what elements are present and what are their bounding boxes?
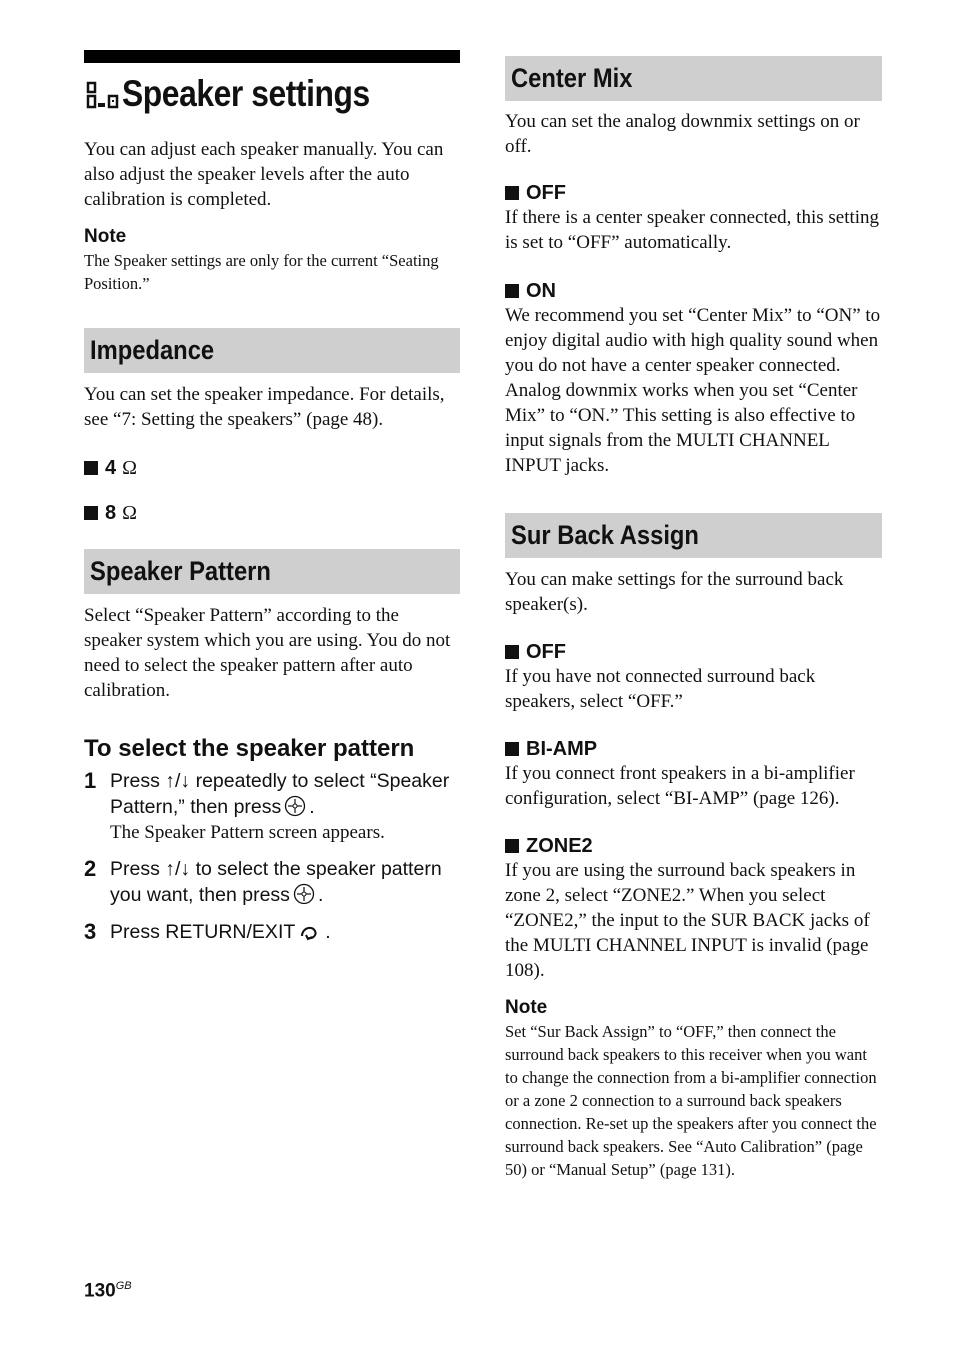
bullet-square-icon bbox=[84, 461, 98, 475]
step-2-period: . bbox=[317, 884, 324, 906]
step-number: 3 bbox=[84, 919, 97, 944]
center-mix-on-label: ON bbox=[526, 280, 556, 302]
speaker-settings-icon bbox=[84, 76, 120, 112]
sur-back-off-label: OFF bbox=[526, 641, 566, 663]
impedance-option-4-value: 4 bbox=[105, 457, 117, 479]
sur-back-zone2-text: If you are using the surround back speakers in zone 2, select “ZONE2.” When you select “ZONE2,” the input to the SUR BACK jacks of the MULTI CHANNEL INPUT is invalid (page 108). bbox=[505, 860, 870, 981]
center-mix-on-heading bbox=[505, 279, 882, 303]
step-number: 1 bbox=[84, 768, 97, 793]
enter-button-icon bbox=[284, 795, 306, 817]
intro-text: You can adjust each speaker manually. You can also adjust the speaker levels after the auto calibration is completed. bbox=[84, 139, 444, 210]
note-text: The Speaker settings are only for the current “Seating Position.” bbox=[84, 251, 439, 293]
step-1-period: . bbox=[309, 796, 315, 818]
impedance-option-8 bbox=[84, 501, 460, 525]
speaker-pattern-heading bbox=[84, 549, 460, 594]
page-number-suffix: GB bbox=[115, 1280, 132, 1292]
sur-back-heading-text: Sur Back Assign bbox=[511, 520, 699, 550]
speaker-pattern-text: Select “Speaker Pattern” according to the speaker system which you are using. You do not need to select the speaker pattern after auto calibration. bbox=[84, 605, 451, 701]
left-column bbox=[84, 50, 460, 945]
sur-back-off-text: If you have not connected surround back speakers, select “OFF.” bbox=[505, 666, 816, 712]
step-3 bbox=[84, 919, 460, 945]
ohm-unit: Ω bbox=[122, 502, 137, 524]
step-2-text bbox=[110, 856, 460, 908]
note-heading: Note bbox=[84, 226, 127, 247]
center-mix-off-heading bbox=[505, 181, 882, 205]
center-mix-heading-text: Center Mix bbox=[511, 63, 633, 93]
impedance-option-8-value: 8 bbox=[105, 502, 117, 524]
bullet-square-icon bbox=[84, 506, 98, 520]
title-rule bbox=[84, 50, 460, 63]
step-3-period: . bbox=[325, 921, 331, 943]
ohm-unit: Ω bbox=[122, 457, 137, 479]
step-3-instruction: Press RETURN/EXIT bbox=[110, 921, 296, 943]
center-mix-heading bbox=[505, 56, 882, 101]
page-title bbox=[84, 69, 460, 119]
sur-back-text: You can make settings for the surround back speaker(s). bbox=[505, 569, 844, 615]
sur-back-note-text: Set “Sur Back Assign” to “OFF,” then connect the surround back speakers to this receiver when you want to change the connection from a bi-amplifier connection or a zone 2 connection to a surround back speakers connection. Re-set up the speakers after you connect the surround back speakers. See “Auto Calibration” (page 50) or “Manual Setup” (page 131). bbox=[505, 1022, 877, 1179]
sur-back-biamp-label: BI-AMP bbox=[526, 738, 598, 760]
impedance-heading bbox=[84, 328, 460, 373]
center-mix-off-label: OFF bbox=[526, 182, 566, 204]
center-mix-off-text: If there is a center speaker connected, this setting is set to “OFF” automatically. bbox=[505, 207, 880, 253]
page-title-text: Speaker settings bbox=[122, 73, 370, 114]
impedance-heading-text: Impedance bbox=[90, 335, 215, 365]
step-number: 2 bbox=[84, 856, 97, 881]
speaker-pattern-heading-text: Speaker Pattern bbox=[90, 556, 271, 586]
step-1-text bbox=[110, 768, 460, 820]
return-icon bbox=[298, 922, 322, 942]
sur-back-biamp-heading bbox=[505, 737, 882, 761]
center-mix-text: You can set the analog downmix settings on or off. bbox=[505, 111, 860, 157]
step-3-text bbox=[110, 919, 460, 945]
bullet-square-icon bbox=[505, 284, 519, 298]
page-number bbox=[84, 1280, 132, 1302]
enter-button-icon bbox=[293, 883, 315, 905]
impedance-text: You can set the speaker impedance. For details, see “7: Setting the speakers” (page 48). bbox=[84, 384, 445, 430]
right-column bbox=[505, 56, 882, 1181]
step-1-instruction: Press ↑/↓ repeatedly to select “Speaker Pattern,” then press bbox=[110, 770, 450, 818]
sur-back-biamp-text: If you connect front speakers in a bi-amplifier configuration, select “BI-AMP” (page 126). bbox=[505, 763, 855, 809]
sur-back-note-heading: Note bbox=[505, 997, 548, 1018]
bullet-square-icon bbox=[505, 742, 519, 756]
center-mix-on-text: We recommend you set “Center Mix” to “ON” to enjoy digital audio with high quality sound when you do not have a center speaker connected. Analog downmix works when you set “Center Mix” to “ON.” This setting is also effective to input signals from the MULTI CHANNEL INPUT jacks. bbox=[505, 305, 881, 476]
bullet-square-icon bbox=[505, 645, 519, 659]
step-2 bbox=[84, 856, 460, 908]
sur-back-heading bbox=[505, 513, 882, 558]
sur-back-off-heading bbox=[505, 640, 882, 664]
procedure-heading: To select the speaker pattern bbox=[84, 735, 415, 762]
step-1-result: The Speaker Pattern screen appears. bbox=[110, 822, 385, 843]
sur-back-zone2-heading bbox=[505, 834, 882, 858]
page-number-value: 130 bbox=[84, 1280, 116, 1302]
bullet-square-icon bbox=[505, 839, 519, 853]
sur-back-zone2-label: ZONE2 bbox=[526, 835, 593, 857]
impedance-option-4 bbox=[84, 456, 460, 480]
step-2-instruction: Press ↑/↓ to select the speaker pattern you want, then press bbox=[110, 858, 442, 906]
step-1 bbox=[84, 768, 460, 846]
bullet-square-icon bbox=[505, 186, 519, 200]
